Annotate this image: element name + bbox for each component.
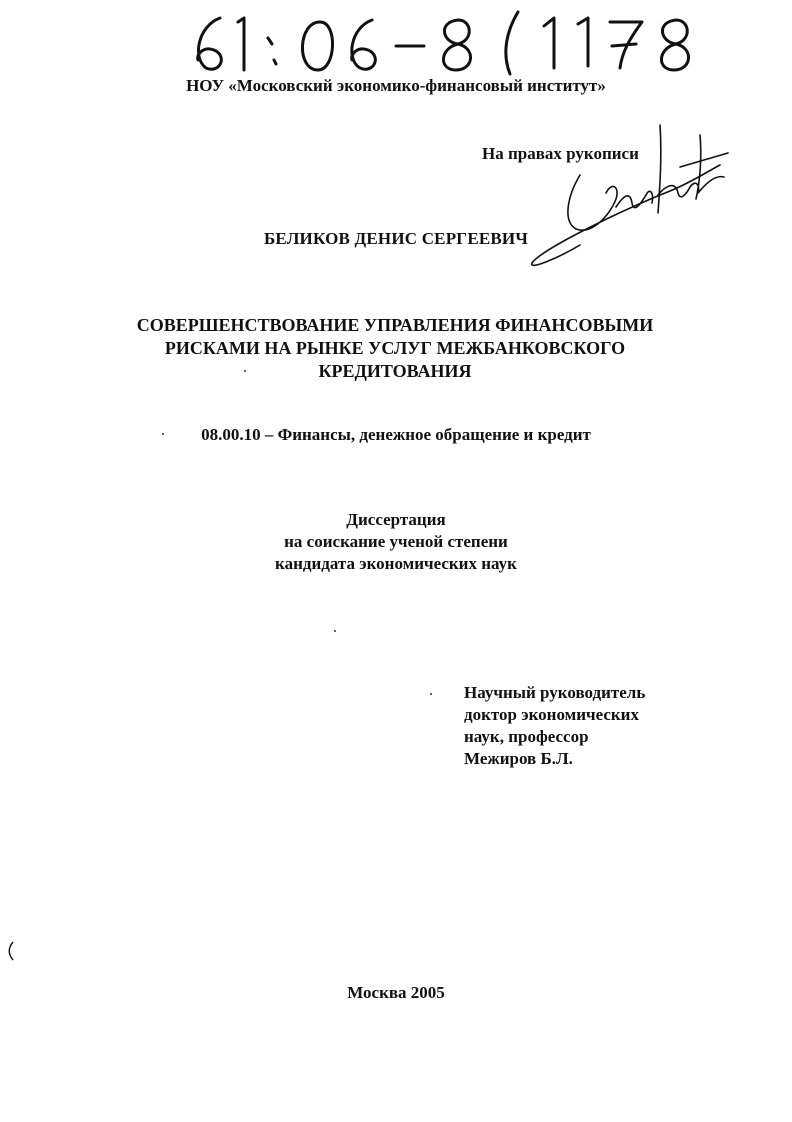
diss-line: кандидата экономических наук [275, 554, 517, 573]
scan-mark [6, 940, 16, 962]
title-line: КРЕДИТОВАНИЯ [318, 361, 472, 381]
diss-line: Диссертация [346, 510, 446, 529]
dissertation-title [100, 314, 690, 383]
title-line: СОВЕРШЕНСТВОВАНИЕ УПРАВЛЕНИЯ ФИНАНСОВЫМИ [136, 315, 654, 335]
supervisor-block [464, 682, 645, 770]
handwritten-archive-code [180, 8, 700, 78]
scan-speck [244, 370, 246, 372]
dissertation-type [0, 509, 792, 575]
supervisor-line: доктор экономических [464, 705, 639, 724]
scan-speck [430, 693, 432, 695]
scan-speck [334, 630, 336, 632]
rights-note: На правах рукописи [482, 144, 639, 163]
supervisor-line: Научный руководитель [464, 683, 646, 702]
diss-line: на соискание ученой степени [284, 532, 508, 551]
scan-speck [162, 433, 164, 435]
supervisor-line: Межиров Б.Л. [464, 749, 573, 768]
institute-name: НОУ «Московский экономико-финансовый институт» [186, 76, 606, 95]
author-name: БЕЛИКОВ ДЕНИС СЕРГЕЕВИЧ [263, 229, 529, 248]
supervisor-line: наук, профессор [464, 727, 589, 746]
city-year: Москва 2005 [347, 983, 445, 1002]
specialty-code: 08.00.10 – Финансы, денежное обращение и кредит [201, 425, 591, 444]
title-line: РИСКАМИ НА РЫНКЕ УСЛУГ МЕЖБАНКОВСКОГО [164, 338, 626, 358]
